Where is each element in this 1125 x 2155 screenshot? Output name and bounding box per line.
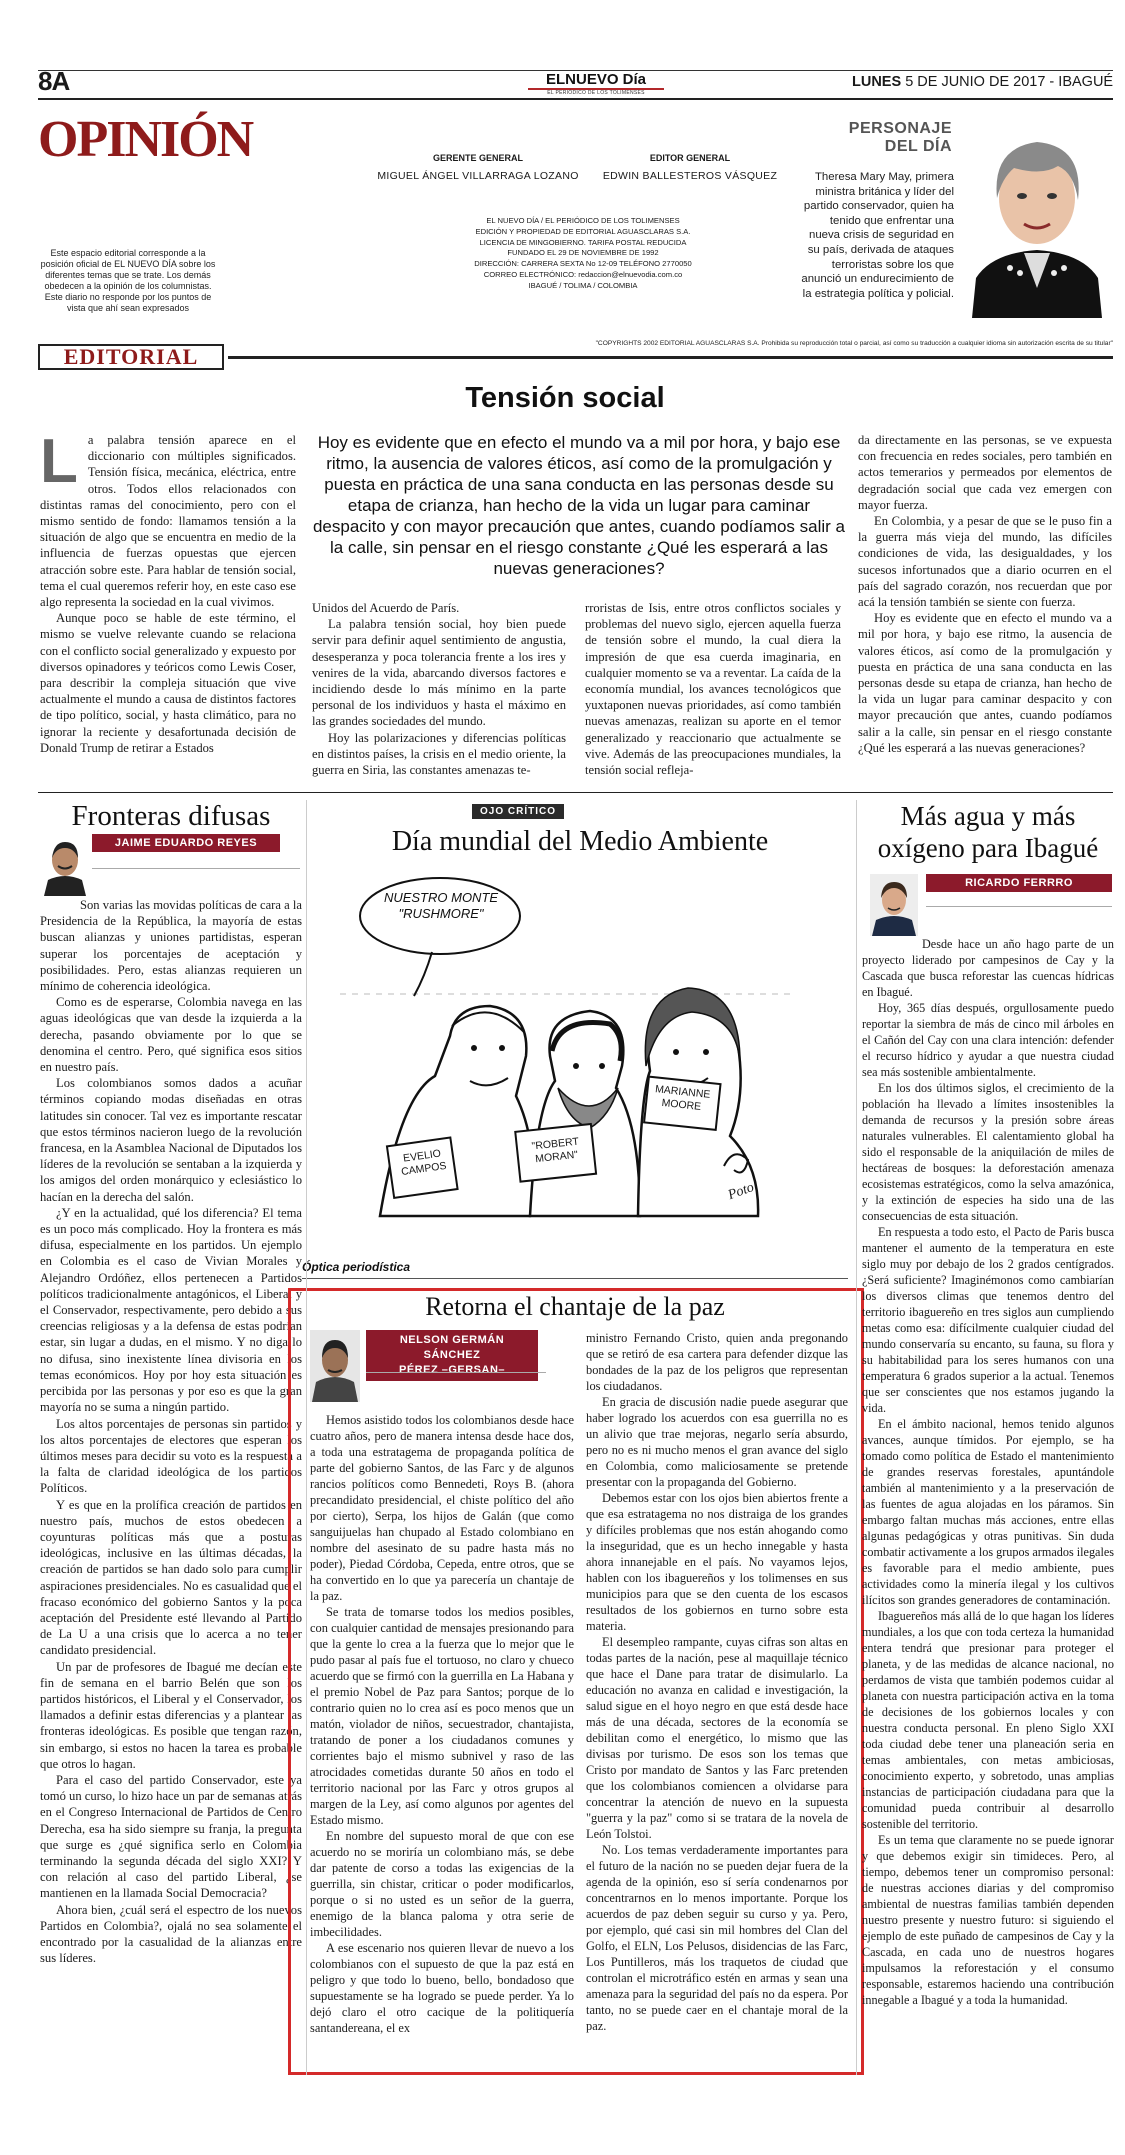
cartoon-bubble: NUESTRO MONTE "RUSHMORE" xyxy=(383,890,499,921)
center-paragraph: A ese escenario nos quieren llevar de nuevo a los colombianos con el supuesto de que la paz está en peligro y que todo lo bueno, bello, bondadoso que supuestamente se ha logrado se puede perder. Ya lo dejó claro el otro cacique de la politiquería santandereana, el ex xyxy=(310,1941,574,2035)
left-paragraph: Un par de profesores de Ibagué me decían este fin de semana en el barrio Belén que son los partidos históricos, el Liberal y el Conservador, los llamados a definir estas diferencias y a plantear las fronteras ideológicas. Es posible que tengan razón, sin embargo, si estos no hacen la tarea es probable que otros lo hagan. xyxy=(40,1659,302,1771)
page-date xyxy=(852,74,1113,90)
center-author-bar xyxy=(366,1330,538,1381)
center-paragraph: Debemos estar con los ojos bien abiertos frente a que esa estratagema no nos distraiga de los grandes y difíciles problemas que nos están ahogando como la inseguridad, que es un hecho innegable y hasta ahora innanejable en el país. No vayamos lejos, hablen con los ibaguereños y los tolimenses en sus municipios para que se den cuenta de los escasos resultados de los gobiernos en turno sobre esta materia. xyxy=(586,1491,848,1633)
left-paragraph: Como es de esperarse, Colombia navega en las aguas ideológicas que van desde la izquierda a la derecha, pasando obviamente por lo que se denomina el centro. Pero, qué significa esos sitios en nuestro país. xyxy=(40,995,302,1075)
cartoon-image xyxy=(340,866,790,1246)
editorial-col4-p1: da directamente en las personas, se ve expuesta con frecuencia en redes sociales, pero también en actos temerarios y permeados por elementos de degradación social que cada vez emergen con mayor fuerza. xyxy=(858,433,1112,512)
editorial-label: EDITORIAL xyxy=(63,344,199,369)
center-paragraph: Hemos asistido todos los colombianos desde hace cuatro años, pero de manera intensa desde hace dos, a toda una estratagema de propaganda política de parte del gobierno Santos, de las Farc y de algunos rancios políticos como Bennedeti, Roys B. (ahora precandidato presidencial, el chiste político del año por cierto), Serpa, los hijos de Galán (que como sanguijuelas han chupado al Estado colombiano en nombre del asesinato de su padre hasta más no poder), Piedad Córdoba, Cepeda, entre otros, que se ha convertido en lo que ya parecería un chantaje de la paz. xyxy=(310,1413,574,1603)
right-paragraph: En el ámbito nacional, hemos tenido algunos avances, aunque tímidos. Por ejemplo, se ha tomado como política de Estado el mantenimiento de grandes reservas forestales, apuntándole también al mantenimiento y a la preservación de las fuentes de agua alojadas en los páramos. Sin embargo faltan muchas más acciones, entre ellas algunas pedagógicas y otras punitivas. Sin duda combatir activamente a los grupos armados ilegales es favorable para el medio ambiente, pues actividades como la minería ilegal y los cultivos ilícitos son grandes generadores de contaminación. xyxy=(862,1417,1114,1607)
editorial-col4-p3: Hoy es evidente que en efecto el mundo va a mil por hora, y bajo ese ritmo, la ausencia de valores éticos, así como de la promulgación y puesta en práctica de una sana conducta en las personas desde su etapa de crianza, han hecho de la vida un lugar para caminar despacito y con mayor precaución que antes, cuando podíamos salir a la calle, sin pensar en el riesgo constante ¿Qué les esperará a las nuevas generaciones? xyxy=(858,611,1112,755)
left-column-body xyxy=(40,897,302,1966)
left-author-bar: JAIME EDUARDO REYES xyxy=(92,834,280,852)
imprint-line: FUNDADO EL 29 DE NOVIEMBRE DE 1992 xyxy=(507,248,659,258)
editorial-headline: Tensión social xyxy=(465,382,665,414)
center-paragraph: El desempleo rampante, cuyas cifras son altas en todas partes de la nación, pese al maquillaje técnico que hace el Dane para tratar de disimularlo. La educación no avanza en calidad e investigación, la salud sigue en el hoyo negro en que está desde hace más de una década, sectores de la economía se debilitan como el energético, lo mismo que las divisas por turismo. De esos son los temas que Cristo por mandato de Santos y las Farc pretenden que los colombianos comiencen a olvidarse para concentrar la atención de nuevo en la supuesta "guerra y la paz" como si se tratara de la novela de León Tolstoi. xyxy=(586,1635,848,1841)
center-section-label: Óptica periodística xyxy=(302,1260,411,1274)
date-day: LUNES xyxy=(852,74,902,90)
right-paragraph: Hoy, 365 días después, orgullosamente puedo reportar la siembra de más de cinco mil árboles en el Cañón del Cay con una clara intención: defender el recurso hídrico y ayudar a que nuestra ciudad sea más sostenible ambientalmente. xyxy=(862,1001,1114,1079)
imprint-line: EDICIÓN Y PROPIEDAD DE EDITORIAL AGUASCLARAS S.A. xyxy=(475,226,691,236)
cartoon-signature: Poto xyxy=(726,1179,757,1204)
cartoon-title: Día mundial del Medio Ambiente xyxy=(391,826,769,857)
center-author-photo xyxy=(310,1330,360,1402)
editorial-label-box xyxy=(38,344,224,370)
right-author-bar: RICARDO FERRRO xyxy=(926,874,1112,892)
center-col-1 xyxy=(310,1412,574,2036)
right-paragraph: Desde hace un año hago parte de un proyecto liderado por campesinos de Cay y la Cascada que busca reforestar las cuencas hídricas en Ibagué. xyxy=(862,937,1114,999)
editorial-col1 xyxy=(40,427,296,756)
editorial-col2-p1: Unidos del Acuerdo de París. xyxy=(312,601,460,615)
imprint-line: IBAGUÉ / TOLIMA / COLOMBIA xyxy=(528,280,638,290)
imprint-line: EL NUEVO DÍA / EL PERIÓDICO DE LOS TOLIMENSES xyxy=(486,216,680,225)
personaje-title-1: PERSONAJE xyxy=(848,120,952,137)
center-col-2 xyxy=(586,1330,848,2034)
right-title-line-1: Más agua y más xyxy=(900,801,1076,831)
right-author-photo xyxy=(870,874,918,936)
date-rest: 5 DE JUNIO DE 2017 - IBAGUÉ xyxy=(905,74,1114,90)
center-paragraph: No. Los temas verdaderamente importantes para el futuro de la nación no se pueden dejar fuera de la agenda de la opinión, eso sí sería condenarnos por concentrarnos en lo menos importante. Porque los acuerdos de paz deben seguir su curso y ya. Pero, por ejemplo, qué casi sin mil hombres del Clan del Golfo, el ELN, Los Pelusos, disidencias de las Farc, Los Puntilleros, más los traquetos de ciudad que controlan el microtráfico estén en armas y sean una amenaza para la seguridad del país no da espera. Por tanto, no se puede caer en el chantaje moral de la paz. xyxy=(586,1843,848,2033)
personaje-title xyxy=(820,120,952,156)
editorial-col3 xyxy=(585,600,841,778)
masthead-brand: ELNUEVO Día xyxy=(528,72,664,90)
disclaimer: Este espacio editorial corresponde a la posición oficial de EL NUEVO DÍA sobre los diferentes temas que se trate. Los demás obedecen a la opinión de los columnistas. Este diario no responde por los puntos de vista que ahí sean expresados xyxy=(40,248,216,313)
center-column-title: Retorna el chantaje de la paz xyxy=(425,1292,725,1321)
center-author-line-1: NELSON GERMÁN SÁNCHEZ xyxy=(399,1334,505,1361)
editorial-col2-p2: La palabra tensión social, hoy bien puede servir para definir aquel sentimiento de angustia, desesperanza y poca tolerancia frente a los ires y venires de la vida, abarcando diversos factores e incidiendo desde lo más mínimo en la parte personal de los individuos y hasta el máximo en las grandes sociedades del mundo. xyxy=(312,617,566,729)
imprint xyxy=(448,216,718,292)
editorial-col2-p3: Hoy las polarizaciones y diferencias políticas en distintos países, la crisis en el medio oriente, la guerra en Siria, las constantes amenazas te- xyxy=(312,730,566,778)
center-paragraph: En nombre del supuesto moral de que con ese acuerdo no se moriría un colombiano más, se debe dar patente de corso a todas las exigencias de la guerrilla, sin chistar, criticar o poder modificarlos, porque o si no usted es un señor de la guerra, enemigo de la blanca paloma y otra serie de imbecilidades. xyxy=(310,1829,574,1939)
left-author-photo xyxy=(42,836,88,896)
personaje-photo xyxy=(962,128,1112,318)
manager-name: MIGUEL ÁNGEL VILLARRAGA LOZANO xyxy=(377,170,579,182)
editorial-col2 xyxy=(312,600,566,778)
left-paragraph: Son varias las movidas políticas de cara a la Presidencia de la República, la mayoría de estas buscan alianzas y uniones partidistas, esperan superar los porcentajes de aceptación y posibilidades. Pero, estas alianzas requieren un mínimo de coherencia ideológica. xyxy=(40,898,302,994)
column-divider xyxy=(306,800,307,2075)
cartoon-tag-3: MARIANNE MOORE xyxy=(654,1083,711,1114)
editorial-col1-p1: a palabra tensión aparece en el diccionario con múltiples significados. Tensión física, mecánica, eléctrica, entre otros. Todos ellos relacionados con distintas ramas del conocimiento, pero con el mismo sentido de fondo: llamamos tensión a la situación de algo que se encuentra en medio de la influencia de fuerzas opuestas que ejercen atracción sobre este. Para hablar de tensión social, tema el cual queremos referir hoy, en este caso ese algo representa la sociedad en la cual vivimos. xyxy=(40,433,296,610)
section-title: OPINIÓN xyxy=(38,111,253,168)
editor-role: EDITOR GENERAL xyxy=(649,153,731,163)
editorial-pull-quote: Hoy es evidente que en efecto el mundo va a mil por hora, y bajo ese ritmo, la ausencia de valores éticos, así como de la promulgación y puesta en práctica de una sana conducta en las personas desde su etapa de crianza, han hecho de la vida un lugar para caminar despacito y con mayor precaución que antes, cuando podíamos salir a la calle, sin pensar en el riesgo constante ¿Qué les esperará a las nuevas generaciones? xyxy=(312,433,846,578)
cartoon-tag-2: "ROBERT MORAN" xyxy=(531,1135,580,1166)
left-paragraph: Para el caso del partido Conservador, este ya tomó un curso, lo hizo hace un par de semanas atrás en el Congreso Internacional de Partidos de Centro Derecha, esa ha sido siempre su franja, la pregunta que surge es ¿qué significa serlo en Colombia terminando la segunda década del siglo XXI? Y con relación al caso del partido Liberal, ¿se mantienen en la llamada Social Democracia? xyxy=(40,1772,302,1901)
imprint-line: DIRECCIÓN: CARRERA SEXTA No 12-09 TELÉFONO 2770050 xyxy=(474,259,692,269)
cartoon-kicker: OJO CRÍTICO xyxy=(472,804,564,819)
editorial-col4-p2: En Colombia, y a pesar de que se le puso fin a la guerra más vieja del mundo, las difíciles condiciones de vida, las desigualdades, y los sucesos infortunados que a diario ocurren en el país del sagrado corazón, nos recuerdan que por acá la tensión también se siente con fuerza. xyxy=(858,514,1112,610)
masthead-logo xyxy=(528,72,664,96)
editorial-col3-p1: rroristas de Isis, entre otros conflictos sociales y problemas del nuevo siglo, ejercen aquella fuerza de tensión sobre el mundo, la cual diera la impresión de que esa cuerda imaginaria, en cualquier momento se va a reventar. La caída de la economía mundial, los avances tecnológicos que yuxtaponen nuevas prioridades, así como también nuevas amenazas, realizan su aporte en el temor generalizado y reaccionario que actualmente se vive. Además de las preocupaciones mundiales, la tensión social refleja- xyxy=(585,601,841,778)
personaje-text: Theresa Mary May, primera ministra británica y líder del partido conservador, quien ha tenido que enfrentar una nueva crisis de seguridad en su país, derivada de ataques terroristas sobre los que anunció un endurecimiento de la estrategia política y policial. xyxy=(801,171,954,300)
right-paragraph: En respuesta a todo esto, el Pacto de Paris busca mantener el aumento de la temperatura en este siglo muy por debajo de los 2 grados centígrados. ¿Será suficiente? Imaginémonos como cambiarían los diversos climas que tenemos dentro del territorio ibaguereño en tres siglos aun cumpliendo metas como esa: difícilmente cualquier ciudad del mundo conservaría su encanto, su fauna, su flora y su habitabilidad para los seres humanos con una temperatura 6 grados superior a la actual. Tenemos que ser conscientes que nos estamos jugando la vida. xyxy=(862,1225,1114,1415)
left-paragraph: Y es que en la prolífica creación de partidos en nuestro país, muchos de estos obedecen a coyunturas políticas más que a posturas ideológicas, inclusive en las últimas décadas, la creación de partidos se han dado solo para cumplir aspiraciones presidenciales. No es casualidad que el fracaso económico del gobierno Santos y la poca aceptación del Presidente esté llevando al Partido de La U a una crisis que lo acerca a no tener candidato presidencial. xyxy=(40,1497,302,1658)
left-paragraph: Ahora bien, ¿cuál será el espectro de los nuevos Partidos en Colombia?, ojalá no sea solamente el encontrado por la casualidad de la alianzas entre sus líderes. xyxy=(40,1902,302,1966)
editorial-col4 xyxy=(858,432,1112,756)
right-paragraph: En los dos últimos siglos, el crecimiento de la población ha llevado a límites insostenibles la demanda de recursos y la presión sobre áreas naturales vulnerables. El calentamiento global ha sido el responsable de la aniquilación de miles de hectáreas de bosques: la deforestación amenaza ecosistemas estratégicos, como la selva amazónica, y la extinción de especies ha sido una de las consecuencias de esta situación. xyxy=(862,1081,1114,1223)
center-paragraph: ministro Fernando Cristo, quien anda pregonando que se retiró de esa cartera para defender dizque las bondades de la paz de los peligros que representan los ciudadanos. xyxy=(586,1331,848,1393)
left-column-title: Fronteras difusas xyxy=(71,800,271,832)
cartoon-tag-1: EVELIO CAMPOS xyxy=(400,1147,448,1179)
masthead-tagline: EL PERIÓDICO DE LOS TOLIMENSES xyxy=(547,90,645,96)
left-paragraph: ¿Y en la actualidad, qué los diferencia? El tema es un poco más complicado. Hoy la frontera es más difusa, especialmente en los partidos. Un ejemplo en Colombia es el caso de Vivian Morales y Alejandro Ordóñez, ellos pertenecen a Partidos políticos tradicionalmente antagónicos, el Liberal y el Conservador, respectivamente, pero debido a sus creencias religiosas y a la defensa de estas podrían estar, sin lugar a dudas, en el mismo. Y no diga lo no difusa, sino inexistente línea divisoria en los temas económicos. Hoy por hoy esta situación es percibida por las personas y por eso es que la gran mayoría no se suma a ningún partido. xyxy=(40,1205,302,1415)
left-paragraph: Los colombianos somos dados a acuñar términos copiando modas diseñadas en otras latitudes sin conocer. Tal vez es importante rescatar que estos términos nacieron luego de la revolución francesa, en la Asamblea Nacional de Diputados los líderes de la revolución se sentaban a la izquierda y los amigos del orden monárquico y eclesiástico lo hacían en la derecha del salón. xyxy=(40,1076,302,1204)
editorial-col1-p2: Aunque poco se hable de este término, el mismo se vuelve relevante cuando se relaciona con el conflicto social generalizado y expuesto por diversos opinadores y teóricos como Lewis Coser, para describir la compleja situación que vive actualmente el mundo a causa de distintos factores de tipo político, social, y hasta climático, para no ignorar la reciente y desafortunada decisión de Donald Trump de retirar a Estados xyxy=(40,611,296,755)
right-title-line-2: oxígeno para Ibagué xyxy=(877,833,1099,863)
editor-name: EDWIN BALLESTEROS VÁSQUEZ xyxy=(602,170,778,182)
imprint-line: LICENCIA DE MINGOBIERNO. TARIFA POSTAL REDUCIDA xyxy=(479,237,687,247)
right-column-body xyxy=(862,936,1114,2008)
page-number: 8A xyxy=(38,66,70,96)
right-paragraph: Ibaguereños más allá de lo que hagan los líderes mundiales, a los que con toda certeza la humanidad entera tendrá que presionar para proteger el planeta, y de las medidas de alcance nacional, no perdamos de vista que también podemos cuidar al planeta con nuestra participación activa en la toma de decisiones de los gobiernos locales y con nuestra conducta personal. En pleno Siglo XXI toda ciudad debe tener una planeación seria en temas ambientales, con metas ambiciosas, conocimiento experto, y sobretodo, unas amplias instancias de participación ciudadana para que la comunidad pueda contribuir al desarrollo sostenible del territorio. xyxy=(862,1609,1114,1831)
column-divider xyxy=(856,800,857,2075)
center-author-line-2: PÉREZ –GERSAN– xyxy=(398,1364,506,1376)
right-column-title xyxy=(862,800,1114,864)
center-paragraph: En gracia de discusión nadie puede asegurar que haber logrado los acuerdos con esa guerrilla no es un alivio que trae mejoras, negarlo sería absurdo, pero no es ni mucho menos el gran avance del siglo en Colombia, como maliciosamente se pretende presentar con la propaganda del Gobierno. xyxy=(586,1395,848,1489)
center-paragraph: Se trata de tomarse todos los medios posibles, con cualquier cantidad de mensajes presionando para que la gente lo crea a la fuerza que lo mejor que le pudo pasar al país fue el tortuoso, no claro y chueco acuerdo que se firmó con la guerrilla en La Habana y el premio Nobel de Paz para Santos; porque de lo contrario quien no lo crea así es poco menos que un matón, violador de niños, secuestrador, chantajista, tratando de poner a los ciudadanos comunes y corrientes bajo el mismo subnivel y raso de las atrocidades cometidas durante 50 años en todo el territorio nacional por las Farc y otros grupos al margen de la Ley, así como algunos por agentes del Estado mismo. xyxy=(310,1605,574,1827)
manager-role: GERENTE GENERAL xyxy=(432,153,523,163)
left-paragraph: Los altos porcentajes de personas sin partidos y los altos porcentajes de electores que esperan los últimos meses para decidir su voto es la respuesta a la falta de claridad ideológica de los partidos Políticos. xyxy=(40,1416,302,1496)
right-paragraph: Es un tema que claramente no se puede ignorar y que debemos exigir sin timideces. Pero, al tiempo, debemos tener un compromiso personal: de nuestras acciones diarias y del compromiso ambiental de nuestras familias también dependen nuestro presente y nuestro futuro: si siguiendo el ejemplo de este puñado de campesinos de Cay y la Cascada, en cada uno de nuestros hogares impulsamos la reforestación y el consumo responsable, estaremos haciendo una contribución innegable a Ibagué y a toda la humanidad. xyxy=(862,1833,1114,2007)
editorial-dropcap: L xyxy=(40,427,78,496)
copyright: "COPYRIGHTS 2002 EDITORIAL AGUASCLARAS S.A. Prohibida su reproducción total o parcial, así como su traducción a cualquier idioma sin autorización escrita de su titular" xyxy=(595,340,1113,347)
personaje-title-2: DEL DÍA xyxy=(884,138,952,155)
imprint-line: CORREO ELECTRÓNICO: redaccion@elnuevodia.com.co xyxy=(483,269,683,279)
